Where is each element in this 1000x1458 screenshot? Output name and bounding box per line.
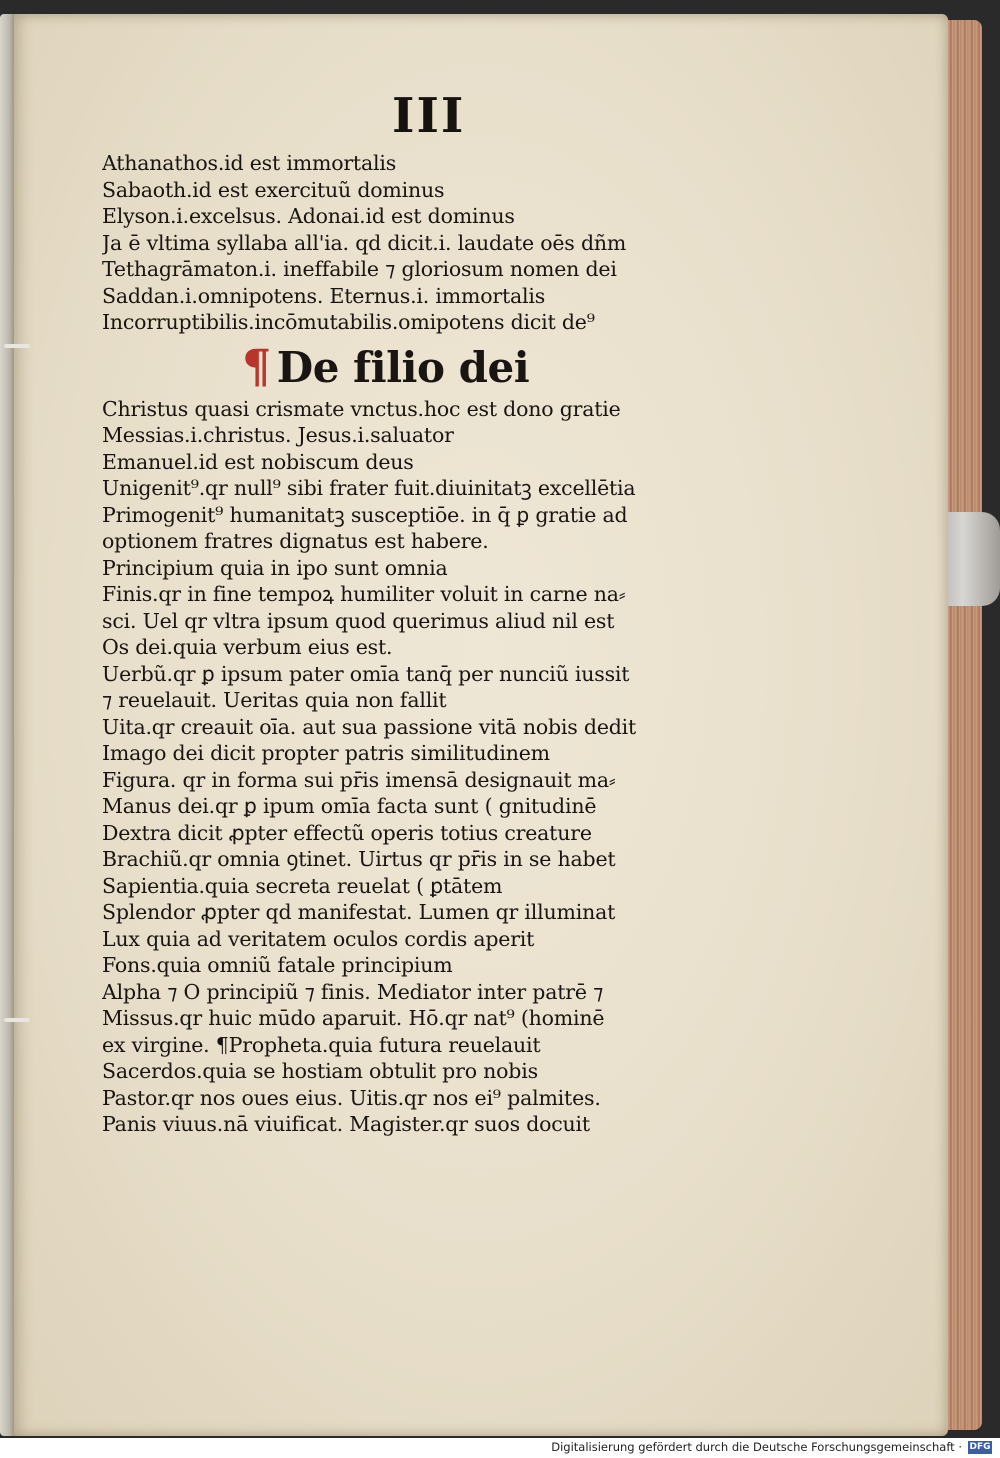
text-line: Imago dei dicit propter patris similitudinem [102, 741, 550, 765]
text-line: Saddan.i.omnipotens. Eternus.i. immortalis [102, 283, 546, 308]
text-line: Panis viuus.nā viuificat. Magister.qr suos docuit [102, 1112, 590, 1136]
text-line: Splendor ꝓpter qd manifestat. Lumen qr illuminat [102, 900, 616, 924]
text-line: Principium quia in ipo sunt omnia [102, 555, 448, 580]
text-line: Lux quia ad veritatem oculos cordis aperit [102, 926, 535, 951]
text-line: Sapientia.quia secreta reuelat ( ꝑtātem [102, 873, 503, 898]
text-line: Finis.qr in fine tempoꝝ humiliter voluit in carne na⸗ [102, 582, 626, 606]
text-line: Sacerdos.quia se hostiam obtulit pro nobis [102, 1059, 538, 1083]
binding-thread [4, 344, 30, 348]
footer-bar [0, 1438, 1000, 1458]
funding-credit: Digitalisierung gefördert durch die Deutsche Forschungsgemeinschaft · [551, 1440, 962, 1454]
binding-thread [4, 1018, 30, 1022]
text-line: Alpha ⁊ O principiũ ⁊ finis. Mediator inter patrē ⁊ [102, 979, 604, 1004]
text-line: Brachiũ.qr omnia ꝯtinet. Uirtus qr pr̄is in se habet [102, 847, 616, 871]
text-line: Unigenit⁹.qr null⁹ sibi frater fuit.diuinitatꝫ excellētia [102, 476, 636, 500]
text-line: Ja ē vltima syllaba all'ia. qd dicit.i. laudate oēs dñm [102, 230, 627, 255]
page-fore-edge [946, 20, 982, 1430]
text-line: Primogenit⁹ humanitatꝫ susceptiōe. in q̄ ꝑ gratie ad [102, 502, 628, 527]
text-line: Pastor.qr nos oues eius. Uitis.qr nos ei⁹ palmites. [102, 1085, 601, 1110]
text-line: optionem fratres dignatus est habere. [102, 529, 489, 553]
text-line: Fons.quia omniũ fatale principium [102, 953, 453, 977]
section-heading [102, 336, 742, 396]
text-line: Sabaoth.id est exercituũ dominus [102, 177, 445, 202]
text-line: Elyson.i.excelsus. Adonai.id est dominus [102, 204, 515, 228]
text-line: Tethagrāmaton.i. ineffabile ⁊ gloriosum nomen dei [102, 257, 617, 281]
text-line: Manus dei.qr ꝑ ipum omīa facta sunt ( gnitudinē [102, 794, 597, 818]
text-line: ⁊ reuelauit. Ueritas quia non fallit [102, 688, 447, 712]
text-line: Incorruptibilis.incōmutabilis.omipotens dicit de⁹ [102, 310, 595, 334]
text-line: Athanathos.id est immortalis [102, 151, 397, 175]
text-line: Christus quasi crismate vnctus.hoc est dono gratie [102, 396, 621, 421]
text-line: Uita.qr creauit oīa. aut sua passione vitā nobis dedit [102, 714, 637, 739]
text-line: Emanuel.id est nobiscum deus [102, 449, 414, 474]
dfg-logo: DFG [969, 1442, 991, 1452]
text-line: Missus.qr huic mūdo aparuit. Hō.qr nat⁹ (hominē [102, 1006, 605, 1030]
text-line: Uerbũ.qr ꝑ ipsum pater omīa tanq̄ per nunciũ iussit [102, 661, 630, 686]
heading-text: De filio dei [276, 342, 530, 392]
text-line: sci. Uel qr vltra ipsum quod querimus aliud nil est [102, 608, 615, 633]
text-line: Messias.i.christus. Jesus.i.saluator [102, 423, 454, 447]
text-line: ex virgine. ¶Propheta.quia futura reuelauit [102, 1032, 541, 1057]
text-block [102, 150, 742, 1138]
text-line: Dextra dicit ꝓpter effectũ operis totius creature [102, 820, 592, 845]
rubric-mark: ¶ [242, 338, 271, 393]
text-line: Figura. qr in forma sui pr̄is imensā designauit ma⸗ [102, 767, 616, 792]
folio-number: III [392, 88, 466, 144]
text-line: Os dei.quia verbum eius est. [102, 635, 393, 659]
